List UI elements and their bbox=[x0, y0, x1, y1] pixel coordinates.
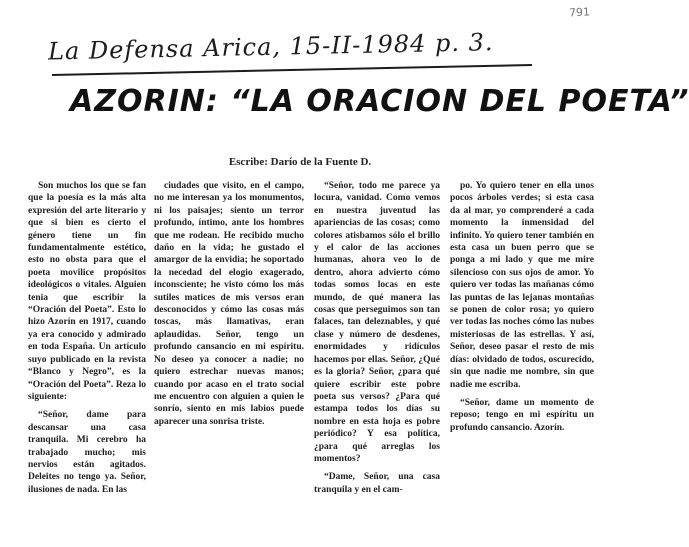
paragraph: Son muchos los que se fan que la poesía es la más alta expresión del arte literario y que si bien es cierto el género tiene un fin fundamentalmente estético, esto no obsta para que el poeta movilice propósitos ideológicos o vitales. Alguien tenia que escribir la “Oración del Poeta”. Esto lo hizo Azorín en 1917, cuando ya era conocido y admirado en toda España. Un artículo suyo publicado en la revista “Blanco y Negro”, es la “Oración del Poeta”. Reza lo siguiente: bbox=[28, 181, 146, 402]
article-column-3 bbox=[314, 180, 440, 542]
paragraph: “Señor, todo me parece ya locura, vanidad. Como vemos en nuestra juventud las apariencias de las cosas; como colores atisbamos sólo el brillo y el calor de las acciones humanas, ahora veo lo de dentro, ahora advierto cómo todas somos locas en este mundo, de qué manera las cosas que perseguimos son tan falaces, tan deleznables, y qué clase y número de desdenes, enormidades y ridículos hacemos por ellas. Señor, ¿Qué es la gloria? Señor, ¿para qué quiere escribir este pobre poeta sus versos? ¿Para qué estampa todos los días su nombre en esta hoja es pobre periódico? Y esa política, ¿para qué arreglas los momentos? bbox=[314, 181, 440, 464]
paragraph: po. Yo quiero tener en ella unos pocos árboles verdes; si esta casa da al mar, yo comprenderé a cada momento la inmensidad del infinito. Yo quiero tener también en esta casa un buen perro que se ponga a mi lado y que me mire silencioso con sus ojos de amor. Yo quiero ver todas las mañanas cómo las puntas de las lejanas montañas se ponen de color rosa; yo quiero ver todas las noches cómo las nubes misteriosas de las estrellas. Y así, Señor, deseo pasar el resto de mis días: olvidado de todos, oscurecido, sin que nadie me nombre, sin que nadie me escriba. bbox=[450, 181, 594, 390]
handwritten-source-note: La Defensa Arica, 15-II-1984 p. 3. bbox=[47, 28, 494, 66]
article-byline: Escribe: Darío de la Fuente D. bbox=[228, 156, 372, 168]
article-column-1 bbox=[28, 180, 146, 542]
paragraph: ciudades que visito, en el campo, no me interesan ya los monumentos, ni los paisajes; siento un terror profundo, íntimo, ante los hombres que me rodean. He recibido mucho daño en la vida; he gustado el amargor de la envidia; he soportado la necedad del elogio exagerado, inconsciente; he visto cómo los más sutiles matices de mis versos eran desconocidos y cómo las cosas más toscas, más llamativas, eran aplaudidas. Señor, tengo un profundo cansancio en mi espíritu. No deseo ya conocer a nadie; no quiero estrechar nuevas manos; cuando por acaso en el trato social me encuentro con alguien a quien le sonrío, siento en mis labios puede aparecer una sonrisa triste. bbox=[154, 181, 304, 427]
article-headline: AZORIN: “LA ORACION DEL POETA” bbox=[70, 84, 689, 119]
paragraph: “Dame, Señor, una casa tranquila y en el cam- bbox=[314, 472, 440, 495]
archive-page-number: 791 bbox=[568, 5, 591, 20]
article-column-4 bbox=[450, 180, 594, 542]
paragraph: “Señor, dame un momento de reposo; tengo en mi espíritu un profundo cansancio. Azorín. bbox=[450, 397, 594, 433]
handwritten-underline bbox=[52, 64, 532, 76]
article-body bbox=[28, 180, 596, 542]
paragraph: “Señor, dame para descansar una casa tranquila. Mi cerebro ha trabajado mucho; mis nervios están agitados. Deleites no tengo ya. Señor, ilusiones de nada. En las bbox=[28, 410, 146, 495]
article-column-2 bbox=[154, 180, 304, 542]
